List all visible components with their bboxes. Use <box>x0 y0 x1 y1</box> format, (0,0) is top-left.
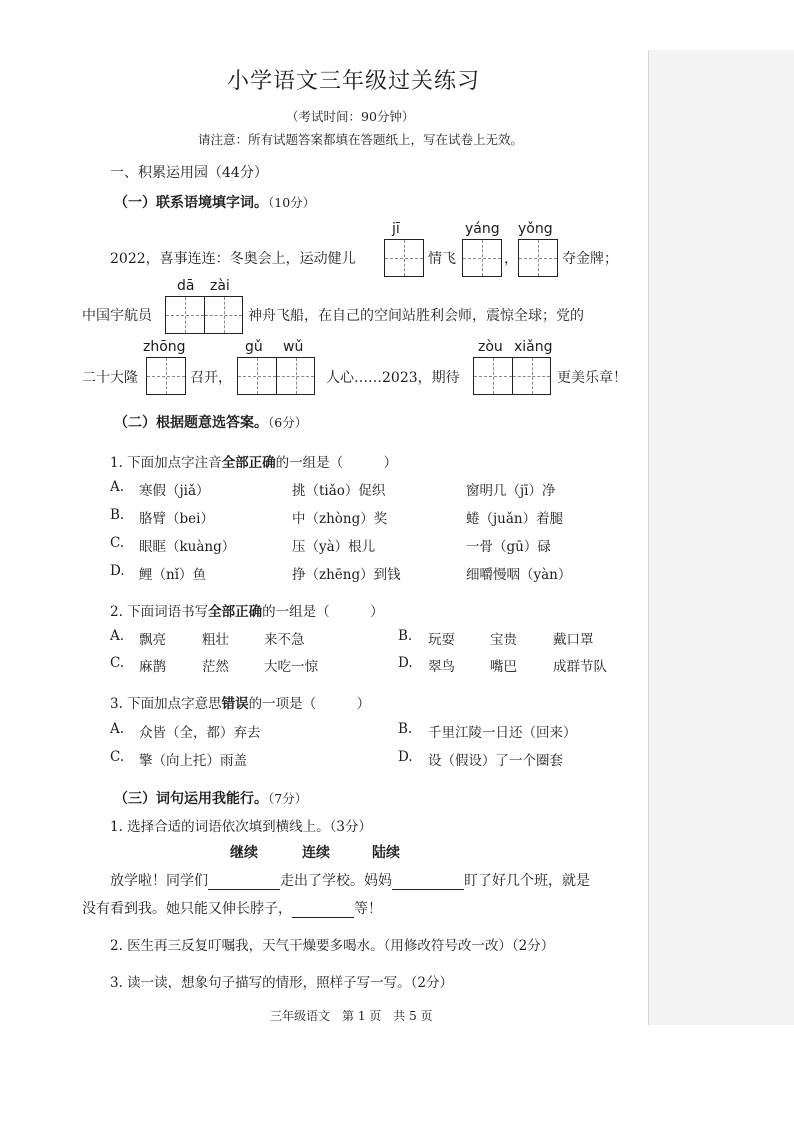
q2-option-item: 麻鹊 <box>139 659 166 675</box>
q1-option-label: C. <box>110 535 125 551</box>
passage-seg-1: 放学啦！同学们 <box>110 873 208 889</box>
q1-stem <box>110 451 397 471</box>
q1-option-item: 中（zhòng）奖 <box>292 511 388 527</box>
exam-time: （考试时间：90分钟） <box>286 109 415 124</box>
pinyin-zai: zài <box>210 278 230 294</box>
fill-line3-c: 人心……2023，期待 <box>326 370 460 386</box>
word-choice-2: 连续 <box>302 845 330 861</box>
pinyin-zou: zòu <box>478 339 503 355</box>
q2-stem-pre: 2. 下面词语书写 <box>110 604 209 620</box>
sec3-q1: 1. 选择合适的词语依次填到横线上。（3分） <box>110 819 373 835</box>
scan-edge-shadow <box>648 50 794 1025</box>
fill-line2-b: 神舟飞船，在自己的空间站胜利会师，震惊全球；党的 <box>248 308 584 324</box>
q1-option-item: 寒假（jiǎ） <box>139 483 210 499</box>
q1-option-label: A. <box>110 479 125 495</box>
q2-option-label: D. <box>398 655 413 671</box>
sec3-points: （7分） <box>268 791 308 806</box>
pinyin-wu: wǔ <box>283 339 304 355</box>
q1-option-item: 窗明几（jī）净 <box>466 483 556 499</box>
char-box-zouxiang[interactable] <box>473 357 551 395</box>
answer-blank-2[interactable] <box>392 889 464 890</box>
passage-seg-2: 走出了学校。妈妈 <box>280 873 392 889</box>
sec3-heading <box>114 788 307 808</box>
q1-stem-post: 的一组是（ ） <box>275 455 398 471</box>
q1-option-item: 挣（zhēng）到钱 <box>292 567 401 583</box>
q1-option-item: 胳臂（bei） <box>139 511 214 527</box>
q1-option-label: B. <box>110 507 125 523</box>
part1-heading: 一、积累运用园（44分） <box>110 165 268 181</box>
q3-option-label: B. <box>398 721 413 737</box>
q2-option-item: 宝贵 <box>490 632 517 648</box>
pinyin-yong: yǒng <box>518 221 553 237</box>
q2-option-label: B. <box>398 628 413 644</box>
word-choice-1: 继续 <box>230 845 258 861</box>
word-choice-3: 陆续 <box>372 845 400 861</box>
q2-option-item: 茫然 <box>202 659 229 675</box>
q2-option-label: C. <box>110 655 125 671</box>
sec3-title: （三）词句运用我能行。 <box>114 791 268 807</box>
char-box-dazai[interactable] <box>165 296 243 334</box>
fill-line1-c: ， <box>504 251 518 267</box>
q2-option-item: 粗壮 <box>202 632 229 648</box>
pinyin-da: dā <box>177 278 195 294</box>
page-title: 小学语文三年级过关练习 <box>227 69 481 94</box>
q2-option-item: 嘴巴 <box>490 659 517 675</box>
q1-option-item: 蜷（juǎn）着腿 <box>466 511 564 527</box>
q2-option-item: 翠鸟 <box>428 659 455 675</box>
q1-option-label: D. <box>110 563 125 579</box>
q1-option-item: 挑（tiǎo）促织 <box>292 483 386 499</box>
q2-stem-emphasis: 全部正确 <box>208 604 263 620</box>
q2-stem-post: 的一组是（ ） <box>262 604 384 620</box>
passage-seg-4: 没有看到我。她只能又伸长脖子， <box>82 901 292 917</box>
sec1-title: （一）联系语境填字词。 <box>114 195 268 211</box>
q3-stem-pre: 3. 下面加点字意思 <box>110 696 222 712</box>
q1-stem-pre: 1. 下面加点字注音 <box>110 455 222 471</box>
fill-line3-d: 更美乐章！ <box>557 370 627 386</box>
sec3-q3: 3. 读一读，想象句子描写的情形，照样子写一写。（2分） <box>110 975 454 991</box>
q3-option-label: A. <box>110 721 125 737</box>
q3-option-label: C. <box>110 749 125 765</box>
sec3-passage-line1 <box>110 870 590 890</box>
q3-option-label: D. <box>398 749 413 765</box>
fill-line3-b: 召开， <box>190 370 232 386</box>
q3-option-item: 千里江陵一日还（回来） <box>428 725 577 741</box>
sec3-passage-line2 <box>82 898 382 918</box>
q1-option-item: 眼眶（kuàng） <box>139 539 236 555</box>
q2-option-item: 大吃一惊 <box>264 659 318 675</box>
q1-option-item: 鲤（nǐ）鱼 <box>139 567 207 583</box>
char-box-ji[interactable] <box>384 239 424 277</box>
char-box-yang[interactable] <box>462 239 502 277</box>
fill-line3-a: 二十大隆 <box>82 370 138 386</box>
pinyin-xiang: xiǎng <box>514 339 553 355</box>
q3-option-item: 设（假设）了一个圈套 <box>428 753 563 769</box>
fill-line2-a: 中国宇航员 <box>82 308 152 324</box>
q1-stem-emphasis: 全部正确 <box>221 455 276 471</box>
pinyin-yang: yáng <box>465 221 500 237</box>
q3-option-item: 擎（向上托）雨盖 <box>139 753 247 769</box>
q3-stem <box>110 692 370 712</box>
q1-option-item: 细嚼慢咽（yàn） <box>466 567 572 583</box>
q2-stem <box>110 600 384 620</box>
page-footer: 三年级语文 第 1 页 共 5 页 <box>270 1009 433 1023</box>
sec3-q2: 2. 医生再三反复叮嘱我，天气干燥要多喝水。（用修改符号改一改）（2分） <box>110 938 555 954</box>
passage-seg-5: 等！ <box>354 901 382 917</box>
q3-option-item: 众皆（全，都）弃去 <box>139 725 261 741</box>
q3-stem-post: 的一项是（ ） <box>248 696 371 712</box>
exam-notice: 请注意：所有试题答案都填在答题纸上，写在试卷上无效。 <box>198 132 524 147</box>
q1-option-item: 压（yà）根儿 <box>292 539 376 555</box>
sec1-points: （10分） <box>268 195 316 210</box>
char-box-zhong[interactable] <box>146 357 186 395</box>
pinyin-zhong: zhōng <box>143 339 186 355</box>
fill-line1-d: 夺金牌； <box>562 251 618 267</box>
q2-option-item: 玩耍 <box>428 632 455 648</box>
char-box-yong[interactable] <box>518 239 558 277</box>
q2-option-item: 飘亮 <box>139 632 166 648</box>
sec2-points: （6分） <box>268 415 308 430</box>
fill-line1-b: 情飞 <box>428 251 456 267</box>
q2-option-item: 戴口罩 <box>553 632 594 648</box>
passage-seg-3: 盯了好几个班，就是 <box>464 873 590 889</box>
pinyin-gu: gǔ <box>245 339 263 355</box>
q1-option-item: 一骨（gū）碌 <box>466 539 551 555</box>
pinyin-ji: jī <box>392 221 400 237</box>
answer-blank-1[interactable] <box>208 889 280 890</box>
q2-option-label: A. <box>110 628 125 644</box>
q2-option-item: 成群节队 <box>553 659 607 675</box>
answer-blank-3[interactable] <box>292 917 354 918</box>
sec2-heading <box>114 412 307 432</box>
char-box-guwu[interactable] <box>237 357 315 395</box>
q3-stem-emphasis: 错误 <box>221 696 249 712</box>
sec1-heading <box>114 192 315 212</box>
fill-line1-a: 2022，喜事连连：冬奥会上，运动健儿 <box>110 251 356 267</box>
q2-option-item: 来不急 <box>264 632 305 648</box>
sec2-title: （二）根据题意选答案。 <box>114 415 268 431</box>
